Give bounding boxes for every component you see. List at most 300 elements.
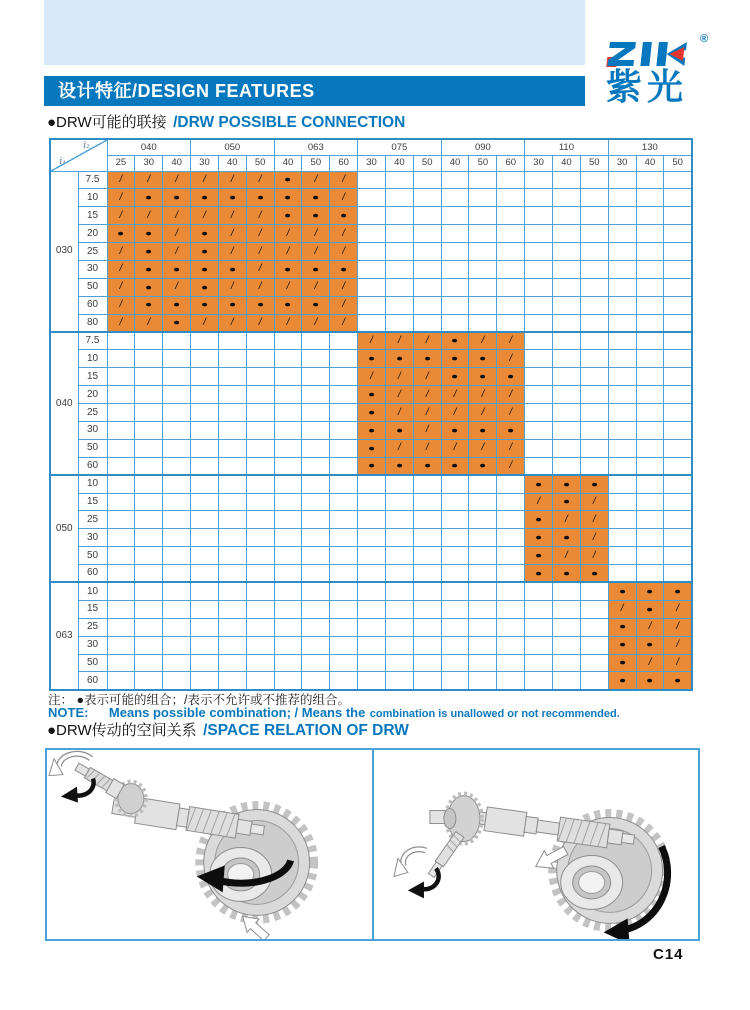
grid-cell <box>218 386 246 404</box>
row-ratio-label: 60 <box>78 296 107 314</box>
grid-cell <box>246 672 274 690</box>
grid-cell <box>469 171 497 189</box>
grid-cell <box>636 475 664 493</box>
grid-cell <box>385 260 413 278</box>
grid-cell <box>497 547 525 565</box>
grid-cell <box>469 565 497 583</box>
row-ratio-label: 60 <box>78 457 107 475</box>
grid-cell <box>497 368 525 386</box>
slash-symbol: / <box>175 245 178 257</box>
grid-cell <box>135 618 163 636</box>
grid-cell <box>163 189 191 207</box>
grid-cell <box>385 493 413 511</box>
grid-cell <box>413 332 441 350</box>
grid-cell <box>413 225 441 243</box>
grid-cell <box>302 511 330 529</box>
grid-cell <box>580 296 608 314</box>
dot-symbol: ● <box>507 424 515 435</box>
slash-symbol: / <box>565 549 568 561</box>
slash-symbol: / <box>425 370 429 382</box>
grid-cell <box>163 350 191 368</box>
grid-cell <box>664 225 692 243</box>
grid-cell <box>441 260 469 278</box>
grid-cell <box>191 565 219 583</box>
grid-cell <box>413 278 441 296</box>
dot-symbol: ● <box>562 532 571 542</box>
grid-cell <box>580 582 608 600</box>
grid-cell <box>218 547 246 565</box>
grid-cell <box>246 243 274 261</box>
grid-cell <box>664 672 692 690</box>
grid-cell <box>107 654 135 672</box>
dot-symbol: ● <box>200 192 209 203</box>
grid-cell <box>302 368 330 386</box>
grid-cell <box>413 386 441 404</box>
dot-symbol: ● <box>646 674 654 685</box>
grid-cell <box>191 296 219 314</box>
grid-cell <box>163 207 191 225</box>
dot-symbol: ● <box>200 281 209 292</box>
grid-cell <box>358 260 386 278</box>
grid-cell <box>497 672 525 690</box>
grid-cell <box>135 457 163 475</box>
grid-cell <box>636 332 664 350</box>
grid-cell <box>274 243 302 261</box>
grid-cell <box>163 511 191 529</box>
grid-cell <box>469 314 497 332</box>
row-ratio-label: 20 <box>78 225 107 243</box>
grid-cell <box>163 672 191 690</box>
grid-cell <box>385 439 413 457</box>
grid-cell <box>636 278 664 296</box>
grid-cell <box>608 421 636 439</box>
grid-cell <box>636 260 664 278</box>
row-group-label: 030 <box>50 171 78 332</box>
grid-cell <box>274 475 302 493</box>
grid-cell <box>664 386 692 404</box>
grid-cell <box>469 654 497 672</box>
dot-symbol: ● <box>145 281 153 292</box>
row-ratio-label: 50 <box>78 547 107 565</box>
row-ratio-label: 25 <box>78 243 107 261</box>
grid-cell <box>135 672 163 690</box>
grid-cell <box>580 457 608 475</box>
row-ratio-label: 15 <box>78 368 107 386</box>
grid-cell <box>385 618 413 636</box>
grid-cell <box>525 547 553 565</box>
grid-cell <box>302 457 330 475</box>
grid-cell <box>302 404 330 422</box>
grid-cell <box>413 457 441 475</box>
grid-cell <box>636 350 664 368</box>
grid-cell <box>469 457 497 475</box>
grid-cell <box>525 475 553 493</box>
grid-cell <box>330 565 358 583</box>
grid-cell <box>553 225 581 243</box>
grid-cell <box>553 672 581 690</box>
grid-cell <box>107 618 135 636</box>
grid-cell <box>441 493 469 511</box>
grid-cell <box>358 600 386 618</box>
dot-symbol: ● <box>562 496 571 507</box>
grid-cell <box>413 582 441 600</box>
grid-cell <box>302 386 330 404</box>
dot-symbol: ● <box>618 621 626 632</box>
grid-cell <box>636 296 664 314</box>
grid-cell <box>608 439 636 457</box>
slash-symbol: / <box>286 281 290 293</box>
grid-cell <box>302 278 330 296</box>
grid-cell <box>441 565 469 583</box>
note-english-label: NOTE: <box>48 705 89 720</box>
grid-cell <box>413 189 441 207</box>
grid-cell <box>274 386 302 404</box>
grid-cell <box>413 421 441 439</box>
grid-cell <box>163 332 191 350</box>
grid-cell <box>330 457 358 475</box>
grid-cell <box>525 189 553 207</box>
grid-cell <box>274 278 302 296</box>
slash-symbol: / <box>537 495 540 507</box>
slash-symbol: / <box>509 388 513 400</box>
grid-cell <box>274 439 302 457</box>
row-ratio-label: 25 <box>78 511 107 529</box>
dot-symbol: ● <box>562 478 571 489</box>
col-sub-header: 40 <box>553 155 581 171</box>
grid-cell <box>302 225 330 243</box>
grid-cell <box>274 636 302 654</box>
grid-cell <box>330 529 358 547</box>
slash-symbol: / <box>203 209 206 221</box>
grid-cell <box>274 332 302 350</box>
grid-cell <box>135 421 163 439</box>
grid-cell <box>302 207 330 225</box>
grid-cell <box>664 368 692 386</box>
grid-cell <box>358 189 386 207</box>
grid-cell <box>469 600 497 618</box>
grid-cell <box>330 493 358 511</box>
grid-cell <box>246 332 274 350</box>
col-sub-header: 50 <box>469 155 497 171</box>
grid-cell <box>302 332 330 350</box>
grid-cell <box>191 547 219 565</box>
space-relation-figure-box <box>45 748 700 941</box>
slash-symbol: / <box>119 173 123 185</box>
slash-symbol: / <box>258 245 262 257</box>
slash-symbol: / <box>119 281 123 293</box>
slash-symbol: / <box>314 173 318 185</box>
grid-cell <box>218 189 246 207</box>
col-group-header: 075 <box>358 139 442 155</box>
slash-symbol: / <box>481 442 485 454</box>
grid-cell <box>413 565 441 583</box>
dot-symbol: ● <box>618 639 626 650</box>
grid-cell <box>135 278 163 296</box>
grid-cell <box>525 243 553 261</box>
grid-cell <box>330 475 358 493</box>
grid-cell <box>497 439 525 457</box>
grid-cell <box>163 475 191 493</box>
dot-symbol: ● <box>145 192 153 203</box>
dot-symbol: ● <box>618 674 626 685</box>
section1-title <box>47 111 405 132</box>
grid-cell <box>553 600 581 618</box>
grid-cell <box>525 511 553 529</box>
grid-cell <box>441 314 469 332</box>
grid-cell <box>358 368 386 386</box>
dot-symbol: ● <box>367 406 376 417</box>
grid-cell <box>135 171 163 189</box>
col-sub-header: 25 <box>107 155 135 171</box>
grid-cell <box>330 582 358 600</box>
slash-symbol: / <box>286 245 290 257</box>
dot-symbol: ● <box>646 585 654 596</box>
col-sub-header: 50 <box>664 155 692 171</box>
grid-cell <box>218 529 246 547</box>
slash-symbol: / <box>648 656 652 668</box>
grid-cell <box>246 475 274 493</box>
banner-title: 设计特征/DESIGN FEATURES <box>58 81 315 101</box>
grid-cell <box>246 439 274 457</box>
grid-cell <box>608 296 636 314</box>
grid-cell <box>553 350 581 368</box>
grid-cell <box>664 243 692 261</box>
grid-cell <box>608 314 636 332</box>
grid-cell <box>608 278 636 296</box>
grid-cell <box>664 493 692 511</box>
grid-cell <box>302 243 330 261</box>
header-highlight-box <box>44 0 585 65</box>
grid-cell <box>664 457 692 475</box>
grid-cell <box>246 421 274 439</box>
grid-cell <box>191 618 219 636</box>
slash-symbol: / <box>620 603 624 615</box>
section1-title-cn: ●DRW可能的联接 <box>47 114 167 131</box>
grid-cell <box>191 636 219 654</box>
dot-symbol: ● <box>590 567 598 578</box>
grid-cell <box>246 207 274 225</box>
grid-cell <box>664 636 692 654</box>
row-ratio-label: 30 <box>78 421 107 439</box>
grid-cell <box>302 654 330 672</box>
grid-cell <box>163 457 191 475</box>
grid-cell <box>664 600 692 618</box>
grid-cell <box>302 547 330 565</box>
grid-cell <box>664 547 692 565</box>
grid-cell <box>525 565 553 583</box>
grid-cell <box>218 278 246 296</box>
grid-cell <box>636 511 664 529</box>
dot-symbol: ● <box>590 478 598 489</box>
grid-cell <box>385 600 413 618</box>
grid-cell <box>553 529 581 547</box>
grid-cell <box>580 672 608 690</box>
dot-symbol: ● <box>173 192 181 203</box>
grid-cell <box>469 189 497 207</box>
grid-cell <box>413 439 441 457</box>
slash-symbol: / <box>314 281 318 293</box>
grid-cell <box>497 171 525 189</box>
grid-cell <box>385 368 413 386</box>
grid-cell <box>636 189 664 207</box>
grid-cell <box>525 368 553 386</box>
grid-cell <box>358 457 386 475</box>
grid-cell <box>358 475 386 493</box>
slash-symbol: / <box>175 173 178 185</box>
section-banner <box>44 76 585 106</box>
slash-symbol: / <box>258 316 262 328</box>
grid-cell <box>246 511 274 529</box>
grid-cell <box>385 332 413 350</box>
col-sub-header: 50 <box>302 155 330 171</box>
slash-symbol: / <box>481 406 485 418</box>
grid-cell <box>163 493 191 511</box>
grid-cell <box>163 243 191 261</box>
slash-symbol: / <box>342 299 346 311</box>
slash-symbol: / <box>175 227 178 239</box>
grid-cell <box>246 529 274 547</box>
grid-cell <box>218 618 246 636</box>
grid-cell <box>413 529 441 547</box>
grid-cell <box>107 386 135 404</box>
grid-cell <box>497 386 525 404</box>
grid-cell <box>246 547 274 565</box>
dot-symbol: ● <box>284 263 292 274</box>
dot-symbol: ● <box>367 442 376 453</box>
grid-cell <box>385 511 413 529</box>
grid-cell <box>413 600 441 618</box>
grid-cell <box>330 439 358 457</box>
grid-cell <box>441 618 469 636</box>
grid-cell <box>107 189 135 207</box>
grid-cell <box>163 386 191 404</box>
grid-cell <box>497 278 525 296</box>
grid-cell <box>274 314 302 332</box>
grid-cell <box>469 475 497 493</box>
dot-symbol: ● <box>618 657 626 668</box>
grid-cell <box>497 421 525 439</box>
grid-cell <box>608 386 636 404</box>
dot-symbol: ● <box>646 603 654 614</box>
grid-cell <box>107 243 135 261</box>
grid-cell <box>664 421 692 439</box>
grid-cell <box>525 529 553 547</box>
grid-cell <box>441 404 469 422</box>
grid-cell <box>608 547 636 565</box>
grid-cell <box>218 439 246 457</box>
grid-cell <box>246 171 274 189</box>
dot-symbol: ● <box>312 192 320 203</box>
col-group-header: 050 <box>191 139 275 155</box>
grid-cell <box>413 672 441 690</box>
grid-cell <box>469 296 497 314</box>
grid-cell <box>636 171 664 189</box>
grid-cell <box>385 672 413 690</box>
grid-cell <box>107 421 135 439</box>
slash-symbol: / <box>676 656 680 668</box>
grid-cell <box>441 457 469 475</box>
grid-cell <box>246 189 274 207</box>
grid-cell <box>441 332 469 350</box>
grid-cell <box>330 332 358 350</box>
grid-cell <box>191 260 219 278</box>
grid-cell <box>107 672 135 690</box>
slash-symbol: / <box>397 335 401 347</box>
slash-symbol: / <box>119 209 123 221</box>
grid-cell <box>135 475 163 493</box>
grid-cell <box>330 171 358 189</box>
grid-cell <box>191 421 219 439</box>
grid-cell <box>580 278 608 296</box>
grid-cell <box>525 457 553 475</box>
grid-cell <box>608 189 636 207</box>
grid-cell <box>191 511 219 529</box>
grid-cell <box>330 368 358 386</box>
grid-cell <box>163 547 191 565</box>
grid-cell <box>302 636 330 654</box>
grid-cell <box>191 350 219 368</box>
grid-cell <box>163 225 191 243</box>
grid-cell <box>441 207 469 225</box>
slash-symbol: / <box>509 442 513 454</box>
table-corner <box>50 139 107 171</box>
grid-cell <box>525 332 553 350</box>
grid-cell <box>497 332 525 350</box>
grid-cell <box>274 260 302 278</box>
grid-cell <box>580 636 608 654</box>
dot-symbol: ● <box>534 549 543 560</box>
grid-cell <box>636 439 664 457</box>
grid-cell <box>525 636 553 654</box>
grid-cell <box>553 171 581 189</box>
dot-symbol: ● <box>534 478 543 489</box>
row-ratio-label: 80 <box>78 314 107 332</box>
grid-cell <box>553 332 581 350</box>
section2-title-en: /SPACE RELATION OF DRW <box>203 722 409 739</box>
grid-cell <box>191 207 219 225</box>
slash-symbol: / <box>425 424 429 436</box>
grid-cell <box>218 457 246 475</box>
grid-cell <box>274 225 302 243</box>
grid-cell <box>358 511 386 529</box>
grid-cell <box>580 350 608 368</box>
row-group-label: 050 <box>50 475 78 582</box>
grid-cell <box>608 672 636 690</box>
grid-cell <box>302 565 330 583</box>
grid-cell <box>135 600 163 618</box>
grid-cell <box>608 332 636 350</box>
grid-cell <box>218 404 246 422</box>
grid-cell <box>636 600 664 618</box>
row-axis-label: i₁ <box>59 156 66 167</box>
slash-symbol: / <box>119 299 123 311</box>
grid-cell <box>525 278 553 296</box>
grid-cell <box>107 547 135 565</box>
grid-cell <box>664 260 692 278</box>
grid-cell <box>664 296 692 314</box>
grid-cell <box>497 636 525 654</box>
grid-cell <box>135 243 163 261</box>
grid-cell <box>163 171 191 189</box>
grid-cell <box>608 457 636 475</box>
grid-cell <box>191 368 219 386</box>
slash-symbol: / <box>676 639 680 651</box>
grid-cell <box>330 278 358 296</box>
dot-symbol: ● <box>479 370 487 381</box>
grid-cell <box>553 439 581 457</box>
slash-symbol: / <box>425 335 429 347</box>
brand-name-chinese: 紫光 <box>606 67 689 108</box>
